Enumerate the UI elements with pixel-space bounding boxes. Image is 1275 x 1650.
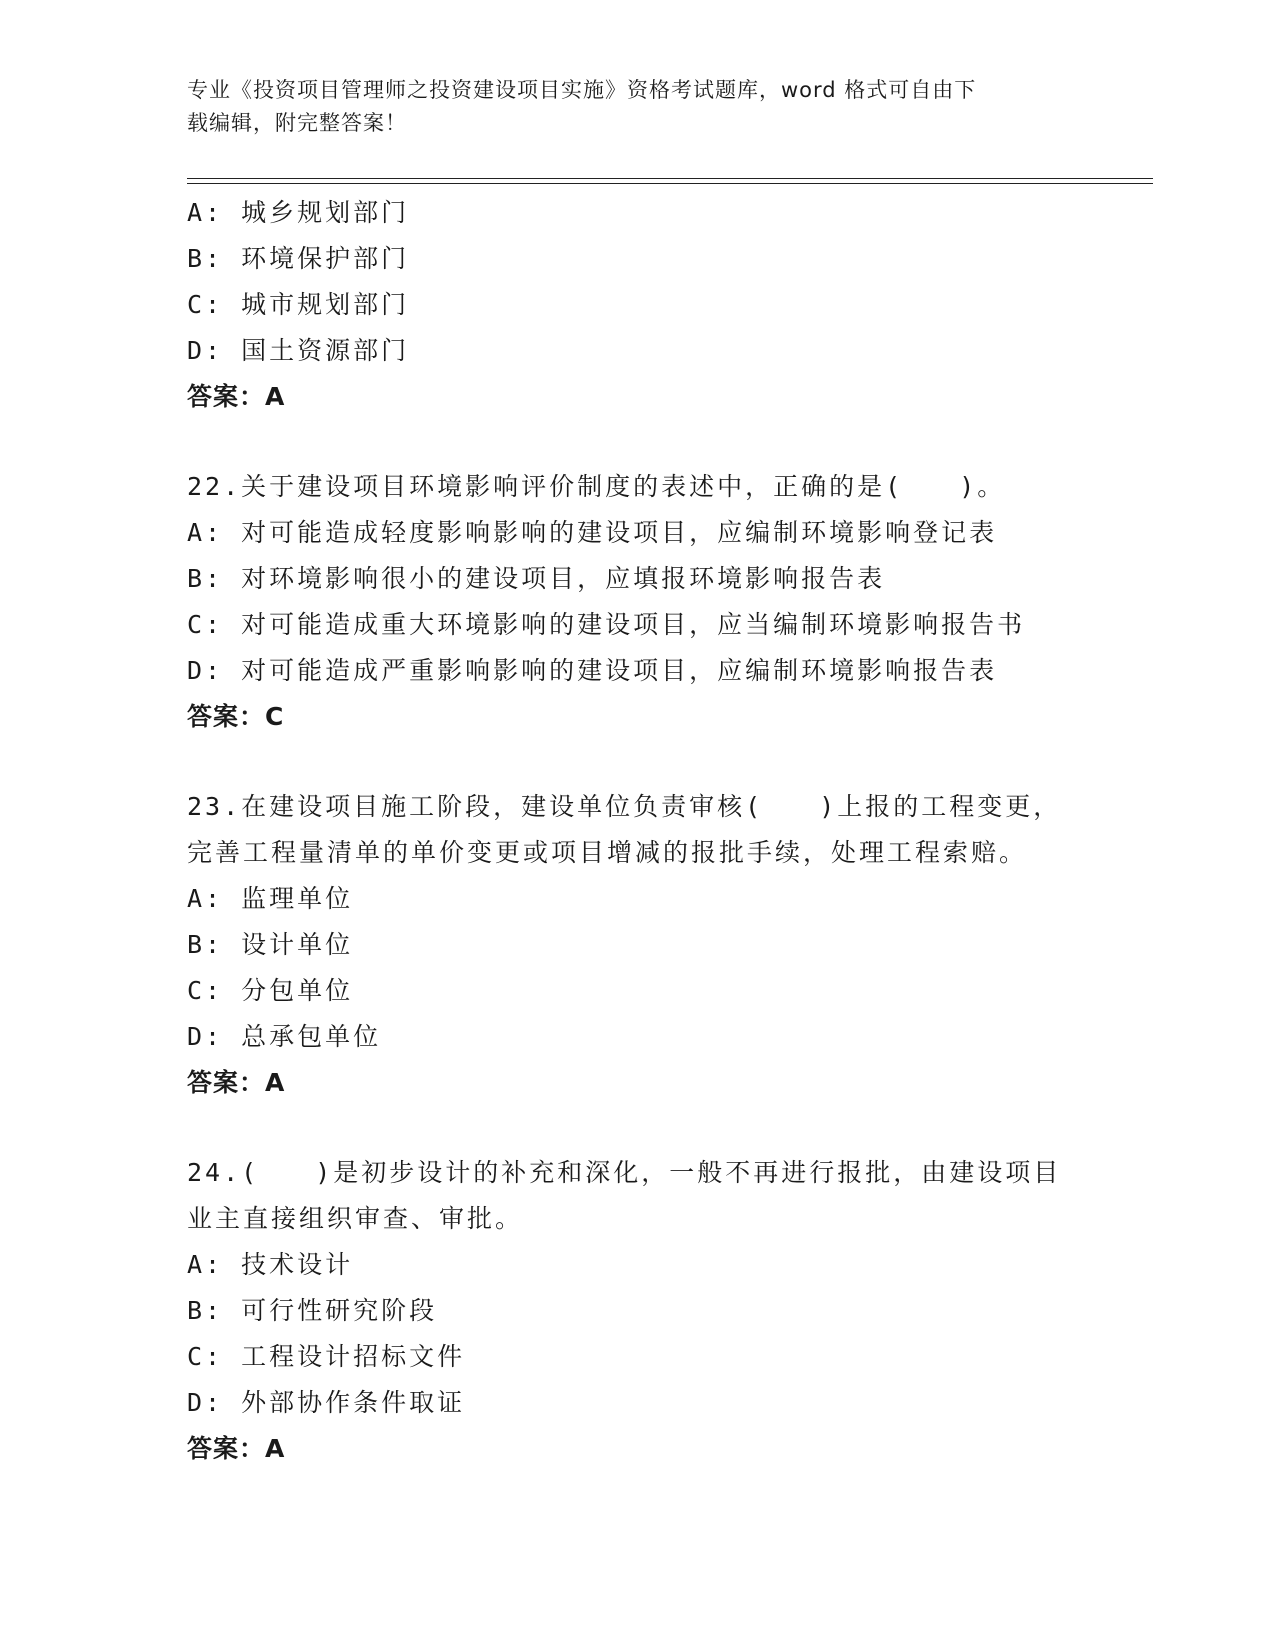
question-stem: 24.( )是初步设计的补充和深化，一般不再进行报批，由建设项目 [187, 1158, 1062, 1187]
answer: 答案：A [187, 1068, 286, 1097]
spacer [187, 1106, 1087, 1150]
option-c: C: 城市规划部门 [187, 290, 410, 319]
question-stem-continued: 完善工程量清单的单价变更或项目增减的报批手续，处理工程索赔。 [187, 838, 1028, 867]
option-c: C: 分包单位 [187, 976, 354, 1005]
header-line-1: 专业《投资项目管理师之投资建设项目实施》资格考试题库，word 格式可自由下 [187, 78, 977, 102]
question-stem-continued: 业主直接组织审查、审批。 [187, 1204, 524, 1233]
header-line-2: 载编辑，附完整答案！ [187, 111, 407, 135]
option-d: D: 对可能造成严重影响影响的建设项目，应编制环境影响报告表 [187, 656, 998, 685]
header-rule-bottom [187, 183, 1153, 184]
question-22 [187, 464, 1087, 740]
option-a: A: 技术设计 [187, 1250, 354, 1279]
answer: 答案：A [187, 1434, 286, 1463]
question-24 [187, 1150, 1087, 1472]
option-b: B: 可行性研究阶段 [187, 1296, 438, 1325]
answer: 答案：C [187, 702, 285, 731]
question-list [187, 190, 1087, 1472]
document-header [187, 74, 1067, 140]
question-21 [187, 190, 1087, 420]
option-c: C: 对可能造成重大环境影响的建设项目，应当编制环境影响报告书 [187, 610, 1026, 639]
option-b: B: 环境保护部门 [187, 244, 410, 273]
option-c: C: 工程设计招标文件 [187, 1342, 466, 1371]
option-d: D: 国土资源部门 [187, 336, 410, 365]
question-23 [187, 784, 1087, 1106]
option-d: D: 总承包单位 [187, 1022, 382, 1051]
option-a: A: 监理单位 [187, 884, 354, 913]
option-a: A: 城乡规划部门 [187, 198, 410, 227]
option-d: D: 外部协作条件取证 [187, 1388, 466, 1417]
question-stem: 23.在建设项目施工阶段，建设单位负责审核( )上报的工程变更， [187, 792, 1062, 821]
option-a: A: 对可能造成轻度影响影响的建设项目，应编制环境影响登记表 [187, 518, 998, 547]
answer: 答案：A [187, 382, 286, 411]
option-b: B: 设计单位 [187, 930, 354, 959]
header-rule-top [187, 178, 1153, 179]
option-b: B: 对环境影响很小的建设项目，应填报环境影响报告表 [187, 564, 886, 593]
question-stem: 22.关于建设项目环境影响评价制度的表述中，正确的是( )。 [187, 472, 1006, 501]
spacer [187, 740, 1087, 784]
spacer [187, 420, 1087, 464]
